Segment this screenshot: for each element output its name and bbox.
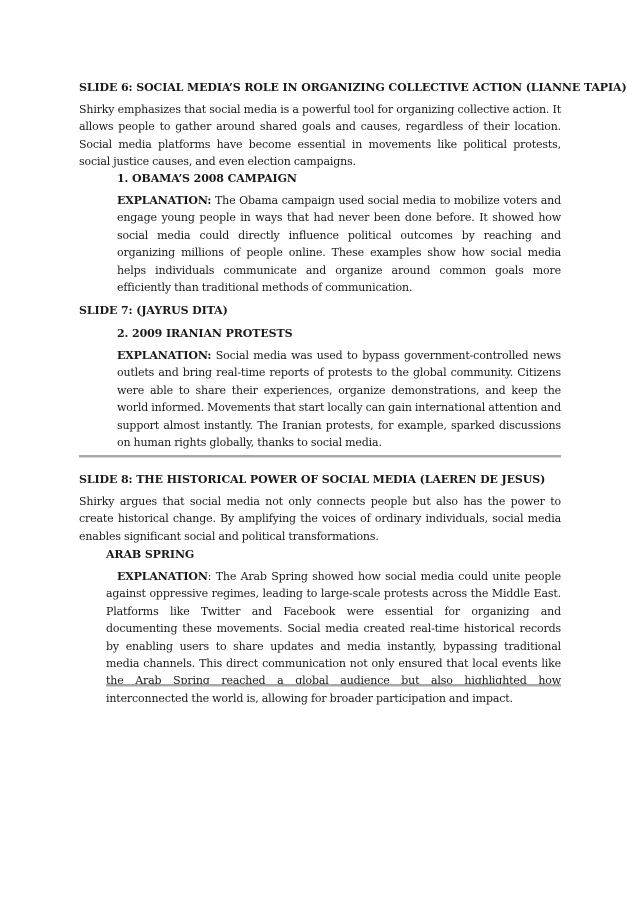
slide-8-explanation-text: : The Arab Spring showed how social media could unite people against oppressive regimes, leading to large-scale protests across the Middle East. Platforms like Twitter and Facebook were essential for organizing and documenting these movements. Social media created real-time historical records by enabling users to share updates and media instantly, bypassing traditional media channels. This direct communication not only ensured that local events like the Arab Spring reached a global audience but also highlighted how interconnected the world is, allowing for broader participation and impact. <box>106 570 561 705</box>
slide-8-explanation-label: EXPLANATION <box>117 570 208 583</box>
slide-7-explanation-text: Social media was used to bypass government-controlled news outlets and bring real-time reports of protests to the global community. Citizens were able to share their experiences, organize demonstrations, and keep the world informed. Movements that start locally can gain international attention and support almost instantly. The Iranian protests, for example, sparked discussions on human rights globally, thanks to social media. <box>117 349 561 450</box>
slide-6-intro: Shirky emphasizes that social media is a powerful tool for organizing collective action. It allows people to gather around shared goals and causes, regardless of their location. Social media platforms have become essential in movements like political protests, social justice causes, and even election campaigns. <box>79 103 561 169</box>
divider-line <box>106 684 561 687</box>
slide-6-subheading: 1. OBAMA’S 2008 CAMPAIGN <box>117 172 297 185</box>
slide-6-heading: SLIDE 6: SOCIAL MEDIA’S ROLE IN ORGANIZING COLLECTIVE ACTION (LIANNE TAPIA) <box>79 81 627 94</box>
slide-7-explanation-label: EXPLANATION: <box>117 349 212 362</box>
slide-6-explanation <box>117 192 561 296</box>
divider-line <box>79 455 561 458</box>
slide-8-subheading: ARAB SPRING <box>106 548 195 561</box>
slide-6-explanation-text: The Obama campaign used social media to mobilize voters and engage young people in ways that had never been done before. It showed how social media could directly influence political outcomes by reaching and organizing millions of people online. These examples show how social media helps individuals communicate and organize around common goals more efficiently than traditional methods of communication. <box>117 194 561 295</box>
slide-8-intro: Shirky argues that social media not only connects people but also has the power to create historical change. By amplifying the voices of ordinary individuals, social media enables significant social and political transformations. <box>79 495 561 543</box>
slide-7-subheading: 2. 2009 IRANIAN PROTESTS <box>117 327 293 340</box>
slide-7-heading: SLIDE 7: (JAYRUS DITA) <box>79 304 228 317</box>
slide-8-heading: SLIDE 8: THE HISTORICAL POWER OF SOCIAL MEDIA (LAEREN DE JESUS) <box>79 473 546 486</box>
slide-6-explanation-label: EXPLANATION: <box>117 194 212 207</box>
slide-7-explanation <box>117 347 561 451</box>
